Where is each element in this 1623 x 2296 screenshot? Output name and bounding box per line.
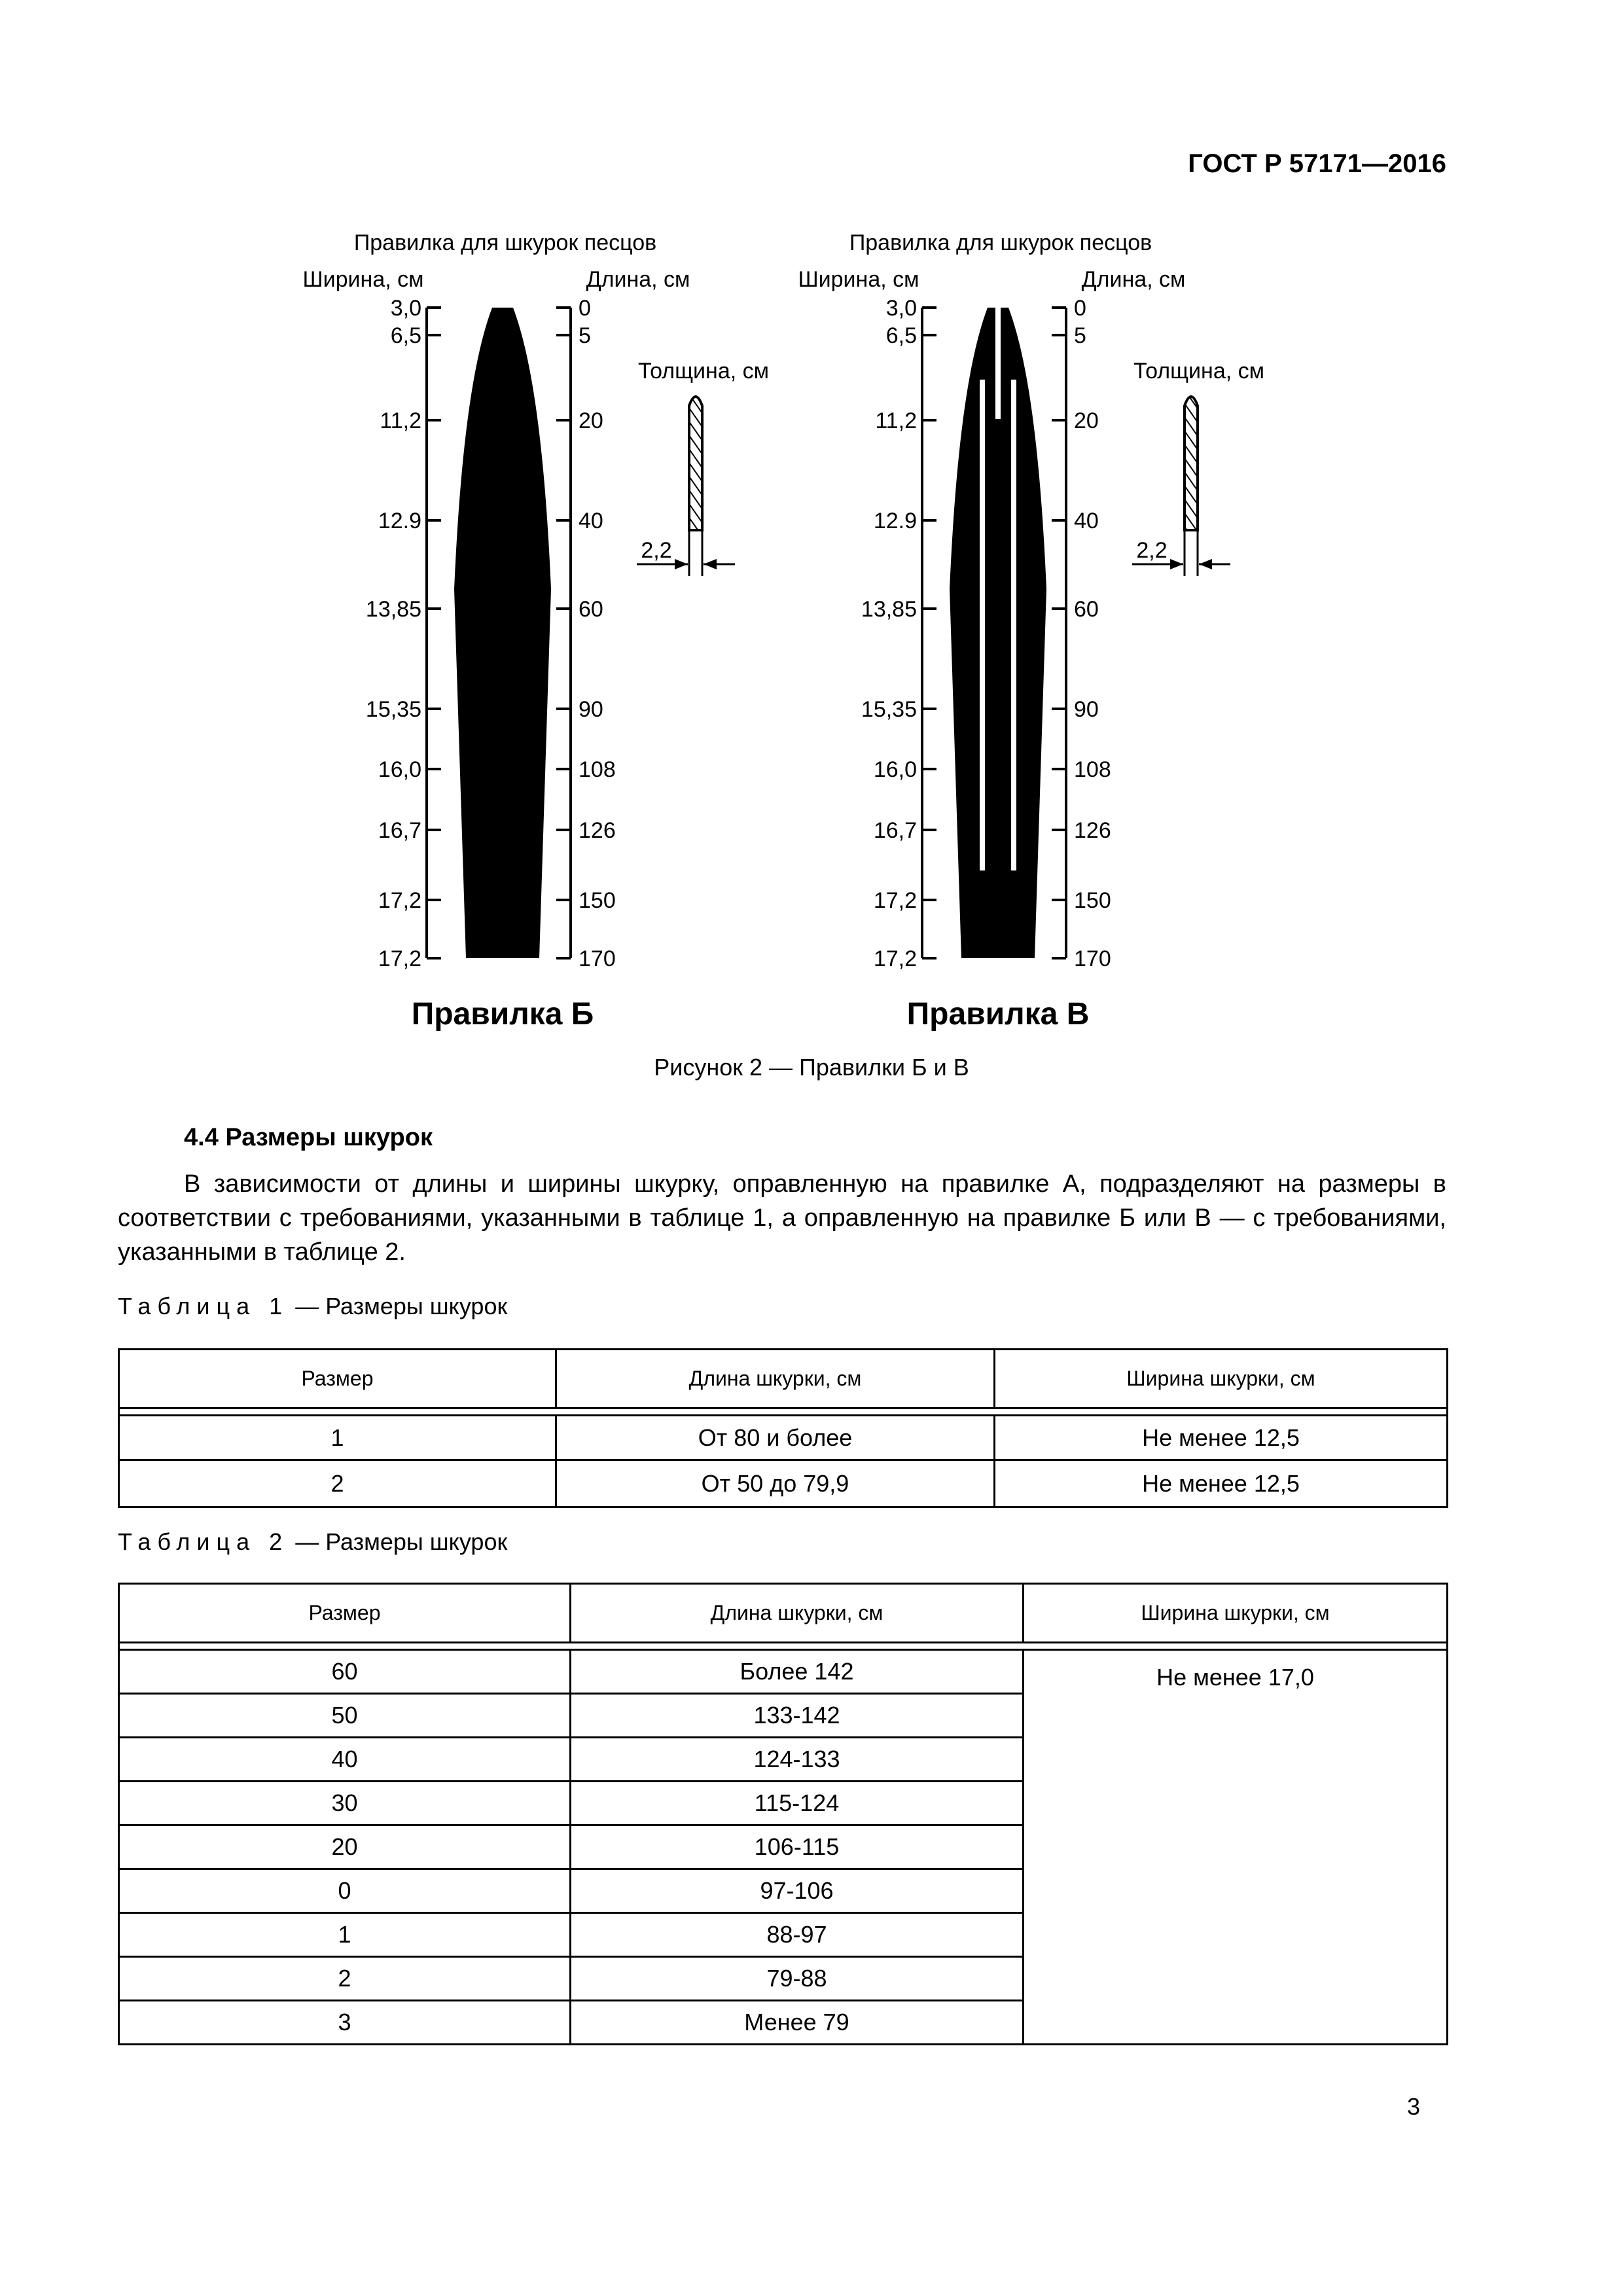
table1-header-width: Ширина шкурки, см <box>995 1350 1448 1408</box>
length-tick-label: 90 <box>1074 697 1099 722</box>
length-tick-label: 5 <box>1074 323 1086 348</box>
table2-cell: 30 <box>119 1782 571 1825</box>
width-tick-label: 15,35 <box>861 697 917 722</box>
document-number: ГОСТ Р 57171—2016 <box>1188 149 1446 178</box>
page-number: 3 <box>1407 2093 1421 2120</box>
width-axis-label: Ширина, см <box>798 267 919 292</box>
length-tick-label: 5 <box>579 323 591 348</box>
width-tick-label: 11,2 <box>380 408 421 433</box>
dimension-arrow <box>1199 559 1212 569</box>
table2-cell: 97-106 <box>571 1869 1024 1913</box>
width-tick-label: 12.9 <box>378 509 421 533</box>
length-tick-label: 60 <box>579 597 603 622</box>
length-tick-label: 126 <box>1074 818 1111 843</box>
figure-name: Правилка В <box>906 997 1090 1031</box>
width-tick-label: 17,2 <box>873 888 917 913</box>
dimension-arrow <box>675 559 688 569</box>
width-tick-label: 11,2 <box>875 408 917 433</box>
table2-cell: 79-88 <box>571 1957 1024 2001</box>
length-tick-label: 40 <box>579 509 603 533</box>
table2-header-length: Длина шкурки, см <box>571 1584 1024 1643</box>
table1-cell: 1 <box>119 1416 556 1460</box>
width-tick-label: 16,7 <box>378 818 421 843</box>
table1-cell: Не менее 12,5 <box>995 1460 1448 1507</box>
width-tick-label: 6,5 <box>390 323 421 348</box>
thickness-profile <box>689 397 702 530</box>
table-row <box>119 1460 1448 1507</box>
table2-width-merged-cell: Не менее 17,0 <box>1024 1650 1448 2045</box>
width-tick-label: 13,85 <box>365 597 421 622</box>
figure-title: Правилка для шкурок песцов <box>353 230 657 255</box>
table2-header-width: Ширина шкурки, см <box>1024 1584 1448 1643</box>
width-tick-label: 12.9 <box>873 509 917 533</box>
thickness-label: Толщина, см <box>1133 359 1265 384</box>
table1-header-separator <box>119 1408 1448 1416</box>
thickness-value: 2,2 <box>1136 538 1168 563</box>
table-row <box>119 1416 1448 1460</box>
width-tick-label: 3,0 <box>390 296 421 321</box>
figure-name: Правилка Б <box>411 997 594 1031</box>
table2-header-row <box>119 1584 1448 1643</box>
table1-caption-text: — Размеры шкурок <box>289 1293 508 1319</box>
dimension-arrow <box>704 559 717 569</box>
length-tick-label: 170 <box>579 946 616 971</box>
length-axis-label: Длина, см <box>1081 267 1186 292</box>
width-tick-label: 6,5 <box>885 323 917 348</box>
figure-title: Правилка для шкурок песцов <box>849 230 1152 255</box>
table1-header-length: Длина шкурки, см <box>556 1350 995 1408</box>
table2-cell: 88-97 <box>571 1913 1024 1957</box>
length-tick-label: 0 <box>1074 296 1086 321</box>
table2-cell: 40 <box>119 1738 571 1782</box>
table1-caption-label: Таблица 1 <box>118 1293 289 1319</box>
length-tick-label: 90 <box>579 697 603 722</box>
table2-cell: Более 142 <box>571 1650 1024 1694</box>
table2-cell: Менее 79 <box>571 2001 1024 2045</box>
table2-cell: 2 <box>119 1957 571 2001</box>
stretcher-board-silhouette <box>454 308 551 958</box>
table1-cell: От 50 до 79,9 <box>556 1460 995 1507</box>
width-tick-label: 17,2 <box>378 946 421 971</box>
table2-cell: 106-115 <box>571 1825 1024 1869</box>
width-tick-label: 17,2 <box>378 888 421 913</box>
section-heading: 4.4 Размеры шкурок <box>184 1124 433 1151</box>
table2-cell: 60 <box>119 1650 571 1694</box>
table2-caption-text: — Размеры шкурок <box>289 1528 508 1555</box>
table2 <box>118 1583 1448 2045</box>
table1-caption <box>118 1293 507 1320</box>
table2-cell: 50 <box>119 1694 571 1738</box>
width-tick-label: 16,0 <box>378 757 421 782</box>
thickness-label: Толщина, см <box>637 359 770 384</box>
width-tick-label: 13,85 <box>861 597 917 622</box>
figure-pravilka-v <box>798 230 1264 1031</box>
dimension-arrow <box>1170 559 1183 569</box>
length-tick-label: 0 <box>579 296 591 321</box>
width-tick-label: 16,7 <box>873 818 917 843</box>
table2-cell: 0 <box>119 1869 571 1913</box>
length-tick-label: 40 <box>1074 509 1099 533</box>
figure-caption: Рисунок 2 — Правилки Б и В <box>654 1054 969 1081</box>
width-tick-label: 17,2 <box>873 946 917 971</box>
table2-cell: 20 <box>119 1825 571 1869</box>
length-tick-label: 108 <box>1074 757 1111 782</box>
table2-cell: 133-142 <box>571 1694 1024 1738</box>
table2-caption-label: Таблица 2 <box>118 1528 289 1555</box>
table2-cell: 3 <box>119 2001 571 2045</box>
figure-frames <box>0 0 1623 1047</box>
width-axis-label: Ширина, см <box>302 267 424 292</box>
table1-header-row <box>119 1350 1448 1408</box>
length-tick-label: 60 <box>1074 597 1099 622</box>
table2-cell: 115-124 <box>571 1782 1024 1825</box>
length-tick-label: 150 <box>579 888 616 913</box>
thickness-value: 2,2 <box>641 538 672 563</box>
table2-header-size: Размер <box>119 1584 571 1643</box>
width-tick-label: 3,0 <box>885 296 917 321</box>
length-tick-label: 108 <box>579 757 616 782</box>
table2-caption <box>118 1528 507 1556</box>
table1 <box>118 1348 1448 1508</box>
length-tick-label: 20 <box>1074 408 1099 433</box>
thickness-profile <box>1185 397 1198 530</box>
table2-cell: 1 <box>119 1913 571 1957</box>
length-axis-label: Длина, см <box>586 267 690 292</box>
section-paragraph: В зависимости от длины и ширины шкурку, оправленную на правилке А, подразделяют на размеры в соответствии с требованиями, указанными в таблице 1, а оправленную на правилке Б или В — с требованиями, указанными в таблице 2. <box>118 1170 1446 1266</box>
figure-pravilka-b <box>302 230 769 1031</box>
table1-cell: 2 <box>119 1460 556 1507</box>
table1-cell: От 80 и более <box>556 1416 995 1460</box>
length-tick-label: 150 <box>1074 888 1111 913</box>
table2-cell: 124-133 <box>571 1738 1024 1782</box>
width-tick-label: 15,35 <box>365 697 421 722</box>
length-tick-label: 20 <box>579 408 603 433</box>
width-tick-label: 16,0 <box>873 757 917 782</box>
table1-cell: Не менее 12,5 <box>995 1416 1448 1460</box>
table-row <box>119 1650 1448 1694</box>
length-tick-label: 126 <box>579 818 616 843</box>
table1-header-size: Размер <box>119 1350 556 1408</box>
table2-header-separator <box>119 1643 1448 1650</box>
length-tick-label: 170 <box>1074 946 1111 971</box>
